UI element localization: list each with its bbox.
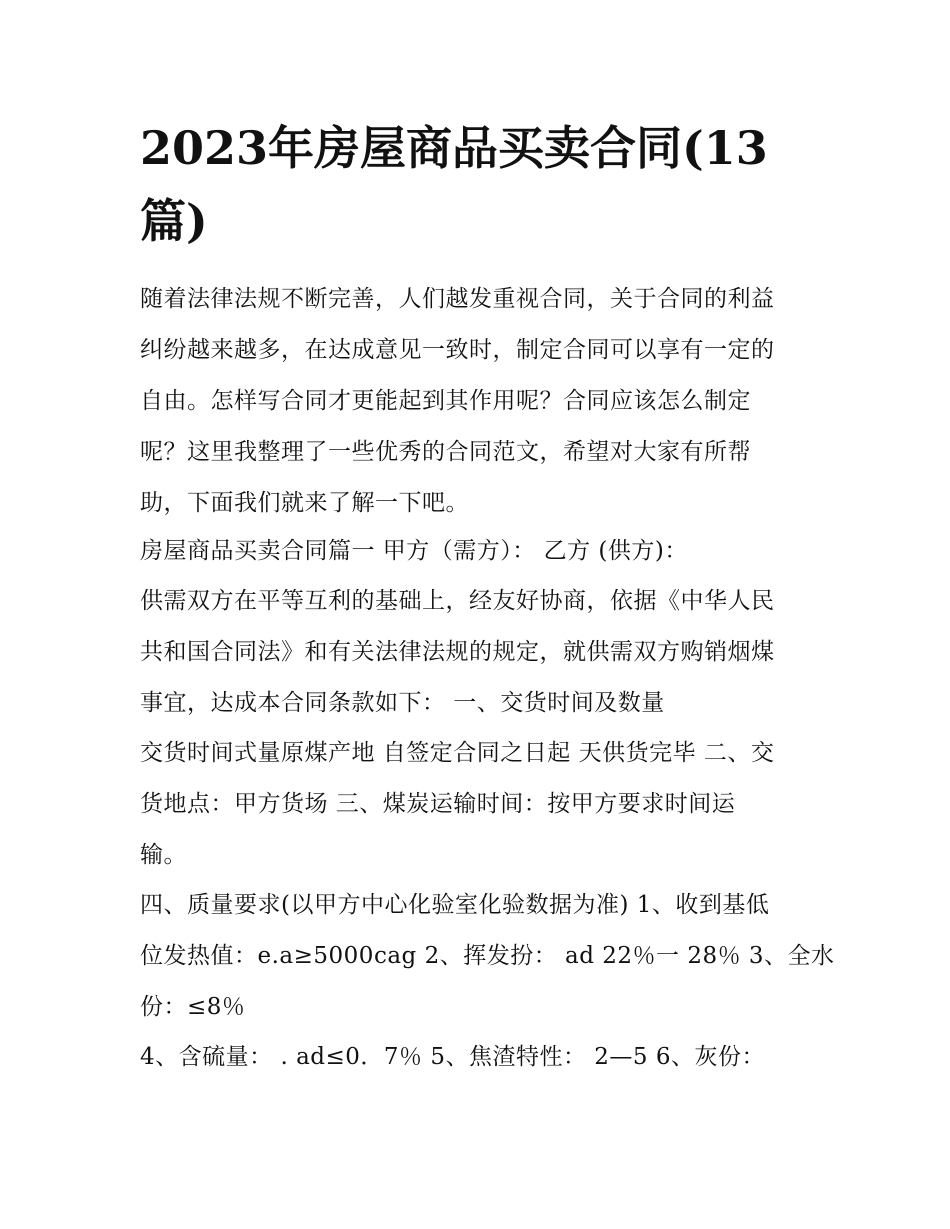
section-heading-1 <box>140 526 820 577</box>
intro-paragraph <box>140 274 820 529</box>
document-title <box>140 112 820 258</box>
clause-paragraph-4 <box>140 1032 820 1083</box>
clause2-line-2: 货地点：甲方货场 三、煤炭运输时间：按甲方要求时间运 <box>140 791 736 817</box>
clause1-line-3: 事宜，达成本合同条款如下： 一、交货时间及数量 <box>140 690 665 716</box>
intro-line-4: 呢？这里我整理了一些优秀的合同范文，希望对大家有所帮 <box>140 439 751 465</box>
section1-line: 房屋商品买卖合同篇一 甲方（需方）： 乙方 (供方)： <box>140 538 688 564</box>
clause3-line-2: 位发热值：e.a≥5000cag 2、挥发扮： ad 22％一 28％ 3、全水 <box>140 943 835 969</box>
clause2-line-1: 交货时间式量原煤产地 自签定合同之日起 天供货完毕 二、交 <box>140 740 775 766</box>
clause1-line-2: 共和国合同法》和有关法律法规的规定，就供需双方购销烟煤 <box>140 639 775 665</box>
clause3-line-3: 份：≤8％ <box>140 994 246 1020</box>
clause-paragraph-2 <box>140 728 820 881</box>
clause-paragraph-3 <box>140 880 835 1033</box>
intro-line-3: 自由。怎样写合同才更能起到其作用呢？合同应该怎么制定 <box>140 388 751 414</box>
clause3-line-1: 四、质量要求(以甲方中心化验室化验数据为准) 1、收到基低 <box>140 892 770 918</box>
intro-line-5: 助，下面我们就来了解一下吧。 <box>140 490 469 516</box>
intro-line-2: 纠纷越来越多，在达成意见一致时，制定合同可以享有一定的 <box>140 337 775 363</box>
clause1-line-1: 供需双方在平等互利的基础上，经友好协商，依据《中华人民 <box>140 588 775 614</box>
title-line-2: 篇) <box>140 194 208 248</box>
clause4-line-1: 4、含硫量： . ad≤0．7％ 5、焦渣特性： 2—5 6、灰份： <box>140 1044 766 1070</box>
clause2-line-3: 输。 <box>140 842 187 868</box>
clause-paragraph-1 <box>140 576 820 729</box>
title-line-1: 2023年房屋商品买卖合同(13 <box>140 121 768 175</box>
intro-line-1: 随着法律法规不断完善，人们越发重视合同，关于合同的利益 <box>140 286 775 312</box>
